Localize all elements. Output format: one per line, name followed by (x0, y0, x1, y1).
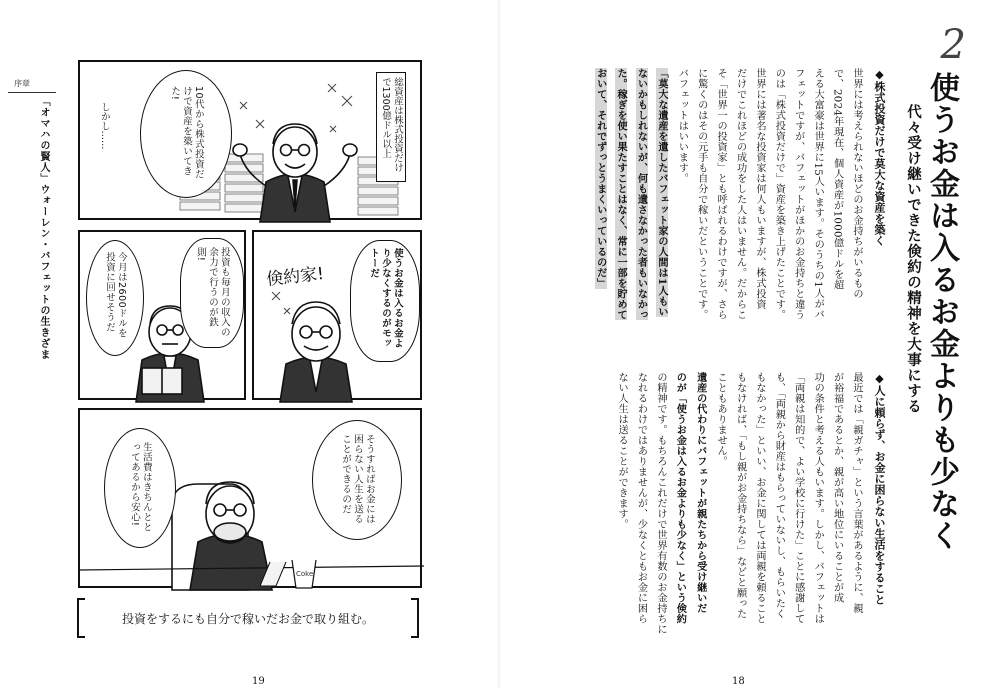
panel2-speech-bubble-a (180, 238, 244, 348)
section2-col-13: ない人生は送ることができます。 (616, 372, 628, 530)
panel3-sign-text: 倹約家! (265, 264, 325, 290)
section1-text (590, 68, 866, 330)
caption-bracket-left (77, 598, 85, 638)
section1-col-1: 世界には考えられないほどのお金持ちがいるもの (851, 68, 862, 299)
section1-heading (874, 68, 885, 246)
panel3-bubble-text: 使うお金は入るお金より少なくするのがモットーだ (368, 248, 403, 348)
section1-col-4: フェットですが、バフェットがほかのお金持ちと違う (792, 68, 804, 320)
section1-heading-text: 株式投資だけで莫大な資産を築く (873, 81, 886, 246)
section1-col-5: のは「株式投資だけで」資産を築き上げたことです。 (773, 68, 785, 320)
panel1-narration: 総資産は株式投資だけで1300億ドル以上 (376, 72, 406, 182)
section1-quote-3: た。稼ぎを使い果たすことはなく、常に一部を貯めて (615, 68, 628, 320)
section2-col-10: のが「使うお金は入るお金よりも少なく」という倹約 (674, 372, 687, 624)
page-number-right: 18 (732, 676, 745, 687)
right-page (500, 0, 1000, 689)
panel1-side-text: しかし…… (98, 102, 110, 182)
section2-heading (874, 372, 885, 605)
section2-col-12: なれるわけではありませんが、少なくともお金に困ら (635, 372, 647, 624)
cup-label: Coke (296, 570, 314, 578)
section1-col-9: に驚くのはその元手も自分で稼いだということです。 (695, 68, 707, 320)
panel3-speech-bubble (350, 240, 420, 362)
section2-col-6: もなかった」といい、お金に関しては両親を頼ること (753, 372, 765, 624)
section1-quote-4: おいて、それでずっとうまくいっているのだ」 (594, 68, 607, 289)
caption-text: 投資をするにも自分で稼いだお金で取り組む。 (121, 611, 374, 626)
section1-col-2: で、2024年現在、個人資産が1000億ドルを超 (831, 68, 843, 291)
panel4-bubble-b-text: 生活費はきちんととってあるから安心! (129, 442, 152, 532)
manga-panel-4 (78, 408, 422, 588)
caption-box (77, 598, 419, 638)
manga-panel-1 (78, 60, 422, 220)
section2-col-8: こともありません。 (715, 372, 727, 467)
section2-col-3: 功の条件と考える人もいます。しかし、バフェットは (812, 372, 824, 624)
diamond-icon: ◆ (873, 68, 886, 81)
panel1-bubble-text: 10代から株式投資だけで資産を築いてきた! (169, 86, 204, 180)
section1-col-7: だけでこれほどの成功をした人はいません。だからこ (734, 68, 746, 320)
section2-heading-text: 人に頼らず、お金に困らない生活をすること (873, 385, 886, 605)
section2-col-9: 遺産の代わりにバフェットが親たちから受け継いだ (694, 372, 707, 614)
page-number-left: 19 (252, 676, 265, 687)
section2-col-7: もなければ、「もし親がお金持ちなら」などと願った (734, 372, 746, 619)
section1-quote-2: ないかもしれないが、何も遺さなかった者もいなかっ (635, 68, 648, 320)
section2-col-5: も、「両親から財産はもらっていないし、もらいたく (773, 372, 785, 619)
panel2-bubble-b-text: 今月は2600ドルを投資に回せそうだ (104, 252, 127, 339)
section2-col-2: が裕福であるとか、親が高い地位にいることが成 (831, 372, 843, 603)
panel2-bubble-a-text: 投資も毎月の収入の余力で行うのが鉄則! (195, 247, 230, 337)
section1-col-6: 世界には著名な投資家は何人もいますが、株式投資 (753, 68, 765, 310)
section1-quote-1: 「莫大な遺産を遺したバフェット家の人間は1人もい (655, 68, 668, 317)
chapter-rule (8, 92, 56, 93)
section2-col-1: 最近では「親ガチャ」という言葉があるように、親 (851, 372, 862, 614)
page-subtitle: 代々受け継いできた倹約の精神を大事にする (905, 104, 921, 414)
section1-col-8: そ「世界一の投資家」とも呼ばれるわけですが、さら (715, 68, 727, 320)
panel4-speech-bubble-a (312, 420, 402, 540)
section1-col-3: える大富豪は世界に15人います。そのうちの1人がバ (812, 68, 824, 320)
chapter-mark: 2 (940, 22, 966, 68)
section2-body (596, 372, 866, 658)
diamond-icon: ◆ (873, 372, 886, 385)
panel2-speech-bubble-b (86, 240, 144, 356)
running-title: 「オマハの賢人」ウォーレン・バフェットの生きざま (38, 96, 49, 360)
panel4-bubble-a-text: そうすればお金には困らない人生を送ることができるのだ (340, 434, 375, 524)
panel4-speech-bubble-b (104, 428, 176, 548)
caption-bracket-right (411, 598, 419, 638)
section1-col-10: バフェットはいいます。 (676, 68, 688, 184)
panel1-illustration (80, 62, 424, 222)
section1-body (594, 68, 866, 330)
panel1-speech-bubble (140, 70, 232, 198)
chapter-label: 序章 (14, 79, 30, 88)
section2-col-4: 「両親は知的で、よい学校に行けた」ことに感謝して (792, 372, 804, 624)
manga-panel-3 (252, 230, 422, 400)
section2-col-11: の精神です。もちろんこれだけで世界有数のお金持ちに (654, 372, 666, 635)
section2-text (612, 372, 866, 658)
manga-panel-2 (78, 230, 246, 400)
page-title: 使うお金は入るお金よりも少なく (924, 72, 959, 552)
